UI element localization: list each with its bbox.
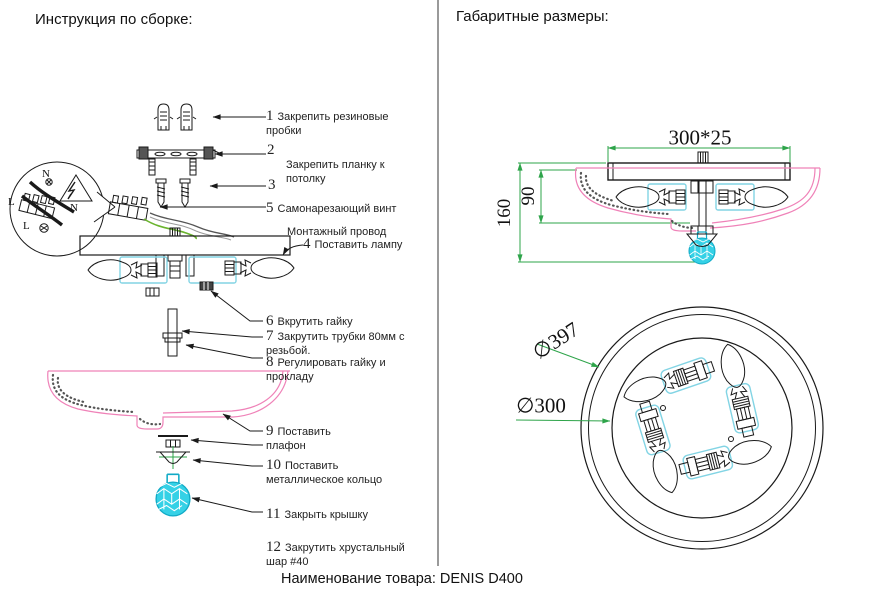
product-name-footer: Наименование товара: DENIS D400 — [281, 571, 523, 587]
mounting-strap — [137, 147, 219, 175]
dim-160-label: 160 — [494, 198, 515, 228]
dim-bar-label: 300*25 — [668, 125, 732, 150]
side-socket-boxes — [648, 184, 754, 210]
step-6-label: Вкрутить гайку — [277, 316, 353, 328]
step-4-number: 4 — [303, 236, 311, 252]
step-2-number: 2 — [267, 142, 275, 158]
assembly-title: Инструкция по сборке: — [35, 11, 193, 28]
step-4 — [303, 237, 453, 252]
step-1 — [266, 109, 400, 139]
step-9-label: Поставить плафон — [266, 426, 331, 453]
step-12-number: 12 — [266, 539, 281, 555]
step-6 — [266, 314, 436, 329]
top-bulb-4 — [677, 435, 774, 481]
step-7-label: Закрутить трубки 80мм с резьбой. — [266, 331, 405, 358]
step-10-number: 10 — [266, 457, 281, 473]
wire-letter-l-bottom: L — [23, 220, 30, 232]
dia-300-arrow — [516, 420, 610, 421]
step-3 — [268, 178, 280, 193]
step-5-number: 5 — [266, 200, 274, 216]
step-12 — [266, 540, 412, 570]
threaded-tube — [163, 309, 182, 356]
dia-397-label: ∅397 — [528, 316, 584, 365]
top-bulb-2 — [716, 342, 761, 439]
step-4-label: Поставить лампу — [314, 239, 403, 251]
step-11-label: Закрыть крышку — [284, 509, 368, 521]
step-10 — [266, 458, 392, 488]
step-8 — [266, 355, 404, 385]
step-5-label: Самонарезающий винт — [277, 203, 397, 215]
wiring-callout — [10, 162, 115, 256]
step-3-number: 3 — [268, 177, 276, 193]
rubber-plugs — [154, 104, 196, 130]
wire-letter-n-right: N — [70, 202, 78, 214]
panel-divider — [437, 0, 439, 566]
step-2-3-label: Закрепить планку к потолку — [286, 159, 385, 186]
dome-texture — [53, 375, 160, 424]
warning-triangle-icon — [60, 175, 92, 201]
step-8-number: 8 — [266, 354, 274, 370]
step-11 — [266, 507, 436, 522]
step-2 — [267, 143, 279, 158]
terminal-block — [108, 192, 234, 240]
shade-nut — [158, 436, 188, 447]
step-5 — [266, 201, 436, 216]
step-1-number: 1 — [266, 108, 274, 124]
top-bulb-1 — [620, 355, 717, 408]
wire-letter-n-top: N — [42, 168, 50, 180]
step-1-label: Закрепить резиновые пробки — [266, 111, 389, 138]
mounting-plate — [608, 163, 790, 180]
assembly-diagram — [10, 104, 303, 516]
step-12-label: Закрутить хрустальный шар #40 — [266, 542, 405, 569]
hex-nuts — [146, 282, 213, 296]
tapping-screws — [156, 179, 190, 207]
candle-bulb-left — [88, 260, 157, 280]
step-11-number: 11 — [266, 506, 281, 522]
mounting-wire-label: Монтажный провод — [287, 226, 387, 238]
outer-ring — [581, 307, 823, 549]
step-6-number: 6 — [266, 313, 274, 329]
dimensions-title: Габаритные размеры: — [456, 8, 609, 25]
screw-hole — [661, 406, 666, 411]
dim-90-label: 90 — [518, 186, 539, 206]
outer-ring-inner-line — [589, 315, 816, 542]
mounting-wire — [150, 213, 234, 237]
center-stem — [691, 152, 713, 234]
step-9-number: 9 — [266, 423, 274, 439]
step-9 — [266, 424, 358, 454]
step-8-label: Регулировать гайку и прокладу — [266, 357, 386, 384]
crystal-ball — [156, 474, 190, 516]
step-10-label: Поставить металлическое кольцо — [266, 460, 383, 487]
crystal-ball-side — [689, 232, 715, 264]
step-7-number: 7 — [266, 328, 274, 344]
side-view-drawing — [518, 146, 820, 264]
metal-ring — [156, 446, 190, 469]
wire-letter-l-left: L — [8, 196, 15, 208]
top-bulb-3 — [633, 399, 683, 496]
inner-ring — [612, 338, 792, 518]
screw-hole — [729, 437, 734, 442]
dome-shade — [48, 371, 290, 429]
side-bulb-left — [616, 187, 685, 207]
chassis-bar — [80, 228, 290, 278]
dia-300-label: ∅300 — [516, 393, 566, 418]
